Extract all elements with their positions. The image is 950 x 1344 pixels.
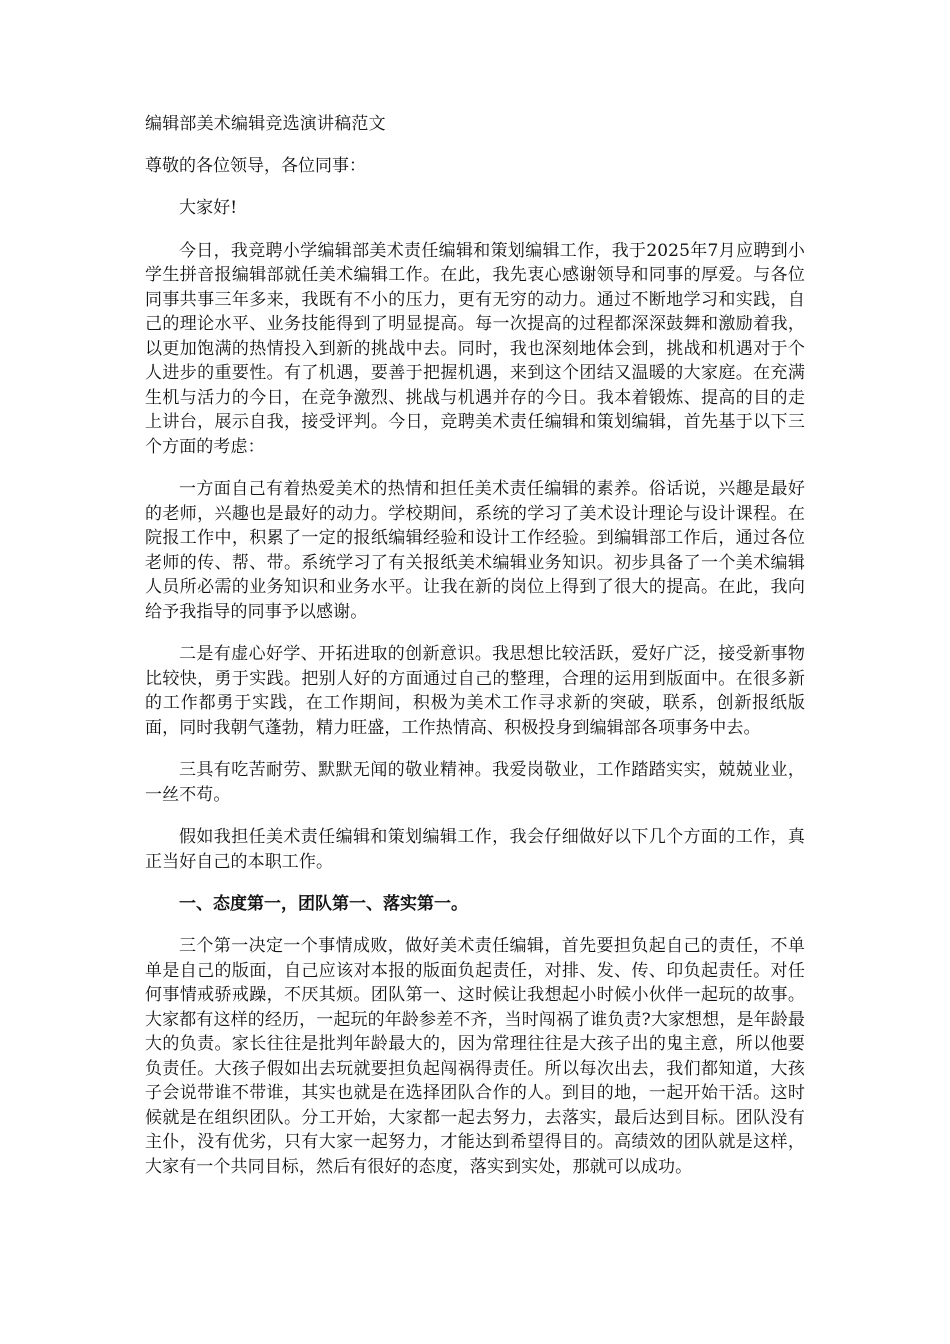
paragraph-plan-intro: 假如我担任美术责任编辑和策划编辑工作，我会仔细做好以下几个方面的工作，真正当好自己的本职工作。 <box>145 827 805 872</box>
document-body <box>145 112 805 1197</box>
salutation: 尊敬的各位领导，各位同事： <box>145 156 366 176</box>
section-paragraph: 三个第一决定一个事情成败，做好美术责任编辑，首先要担负起自己的责任，不单单是自己的版面，自己应该对本报的版面负起责任，对排、发、传、印负起责任。对任何事情戒骄戒躁，不厌其烦。团队第一、这时候让我想起小时候小伙伴一起玩的故事。大家都有这样的经历，一起玩的年龄参差不齐，当时闯祸了谁负责?大家想想，是年龄最大的负责。家长往往是批判年龄最大的，因为常理往往是大孩子出的鬼主意，所以他要负责任。大孩子假如出去玩就要担负起闯祸得责任。所以每次出去，我们都知道，大孩子会说带谁不带谁，其实也就是在选择团队合作的人。到目的地，一起开始干活。这时候就是在组织团队。分工开始，大家都一起去努力，去落实，最后达到目标。团队没有主仆，没有优劣，只有大家一起努力，才能达到希望得目的。高绩效的团队就是这样，大家有一个共同目标，然后有很好的态度，落实到实处，那就可以成功。 <box>145 936 805 1177</box>
greeting: 大家好! <box>179 198 238 218</box>
paragraph-reason-three: 三具有吃苦耐劳、默默无闻的敬业精神。我爱岗敬业，工作踏踏实实，兢兢业业，一丝不苟。 <box>145 760 805 805</box>
paragraph-intro: 今日，我竞聘小学编辑部美术责任编辑和策划编辑工作，我于2025年7月应聘到小学生拼音报编辑部就任美术编辑工作。在此，我先衷心感谢领导和同事的厚爱。与各位同事共事三年多来，我既有不小的压力，更有无穷的动力。通过不断地学习和实践，自己的理论水平、业务技能得到了明显提高。每一次提高的过程都深深鼓舞和激励着我，以更加饱满的热情投入到新的挑战中去。同时，我也深刻地体会到，挑战和机遇对于个人进步的重要性。有了机遇，要善于把握机遇，来到这个团结又温暖的大家庭。在充满生机与活力的今日，在竞争激烈、挑战与机遇并存的今日。我本着锻炼、提高的目的走上讲台，展示自我，接受评判。今日，竞聘美术责任编辑和策划编辑，首先基于以下三个方面的考虑： <box>145 240 805 457</box>
paragraph-reason-one: 一方面自己有着热爱美术的热情和担任美术责任编辑的素养。俗话说，兴趣是最好的老师，兴趣也是最好的动力。学校期间，系统的学习了美术设计理论与设计课程。在院报工作中，积累了一定的报纸编辑经验和设计工作经验。到编辑部工作后，通过各位老师的传、帮、带。系统学习了有关报纸美术编辑业务知识。初步具备了一个美术编辑人员所必需的业务知识和业务水平。让我在新的岗位上得到了很大的提高。在此，我向给予我指导的同事予以感谢。 <box>145 479 805 622</box>
section-heading: 一、态度第一，团队第一、落实第一。 <box>179 894 468 914</box>
paragraph-reason-two: 二是有虚心好学、开拓进取的创新意识。我思想比较活跃，爱好广泛，接受新事物比较快，勇于实践。把别人好的方面通过自己的整理，合理的运用到版面中。在很多新的工作都勇于实践，在工作期间，积极为美术工作寻求新的突破，联系，创新报纸版面，同时我朝气蓬勃，精力旺盛，工作热情高、积极投身到编辑部各项事务中去。 <box>145 644 805 738</box>
document-title: 编辑部美术编辑竞选演讲稿范文 <box>145 114 386 134</box>
